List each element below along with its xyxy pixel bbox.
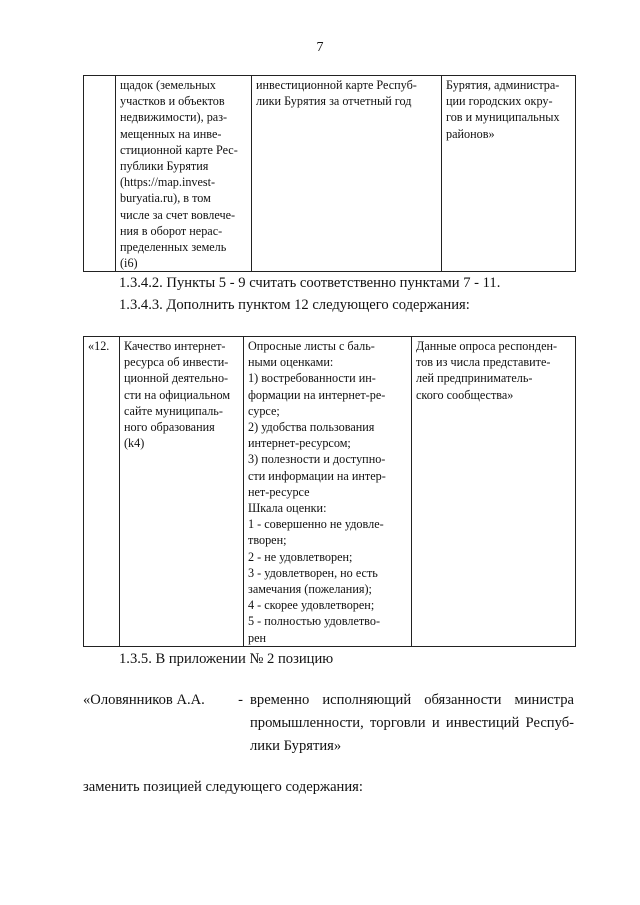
position-dash: - bbox=[238, 692, 244, 708]
table-continuation bbox=[83, 75, 576, 272]
table-cell-source: Данные опроса респонден- тов из числа представите- лей предприниматель- ского сообщества» bbox=[412, 337, 576, 647]
table-cell-method: инвестиционной карте Респуб- лики Бурятия за отчетный год bbox=[252, 76, 442, 272]
table-row bbox=[84, 76, 576, 272]
table-cell-number bbox=[84, 76, 116, 272]
paragraph-1-3-4-2: 1.3.4.2. Пункты 5 - 9 считать соответственно пунктами 7 - 11. bbox=[119, 275, 501, 291]
table-cell-number: «12. bbox=[84, 337, 120, 647]
position-person bbox=[83, 690, 243, 710]
table-row bbox=[84, 337, 576, 647]
table-cell-indicator: Качество интернет- ресурса об инвести- ционной деятельно- сти на официальном сайте муниципаль- ного образования (k4) bbox=[120, 337, 244, 647]
page-number: 7 bbox=[316, 40, 324, 55]
paragraph-1-3-5: 1.3.5. В приложении № 2 позицию bbox=[119, 651, 334, 667]
position-text-line: промышленности, торговли и инвестиций Респуб- bbox=[250, 715, 574, 731]
position-name: «Оловянников А.А. bbox=[83, 692, 205, 708]
paragraph-replace: заменить позицией следующего содержания: bbox=[83, 779, 363, 795]
table-cell-method: Опросные листы с баль- ными оценками: 1) востребованности ин- формации на интернет-ре- сурсе; 2) удобства пользования интернет-ресурсом; 3) полезности и доступно- сти информации на интер- нет-ресурсе Шкала оценки: 1 - совершенно не удовле- творен; 2 - не удовлетворен; 3 - удовлетворен, но есть замечания (пожелания); 4 - скорее удовлетворен; 5 - полностью удовлетво- рен bbox=[244, 337, 412, 647]
table-cell-source: Бурятия, администра- ции городских окру- гов и муниципальных районов» bbox=[442, 76, 576, 272]
table-item-12 bbox=[83, 336, 576, 647]
position-text-line: временно исполняющий обязанности министра bbox=[250, 692, 574, 708]
table-cell-indicator: щадок (земельных участков и объектов недвижимости), раз- мещенных на инве- стиционной карте Рес- публики Бурятия (https://map.invest- buryatia.ru), в том числе за счет вовлече- ния в оборот нерас- пределенных земель (i6) bbox=[116, 76, 252, 272]
paragraph-1-3-4-3: 1.3.4.3. Дополнить пунктом 12 следующего содержания: bbox=[119, 297, 470, 313]
position-text-line: лики Бурятия» bbox=[250, 738, 342, 754]
